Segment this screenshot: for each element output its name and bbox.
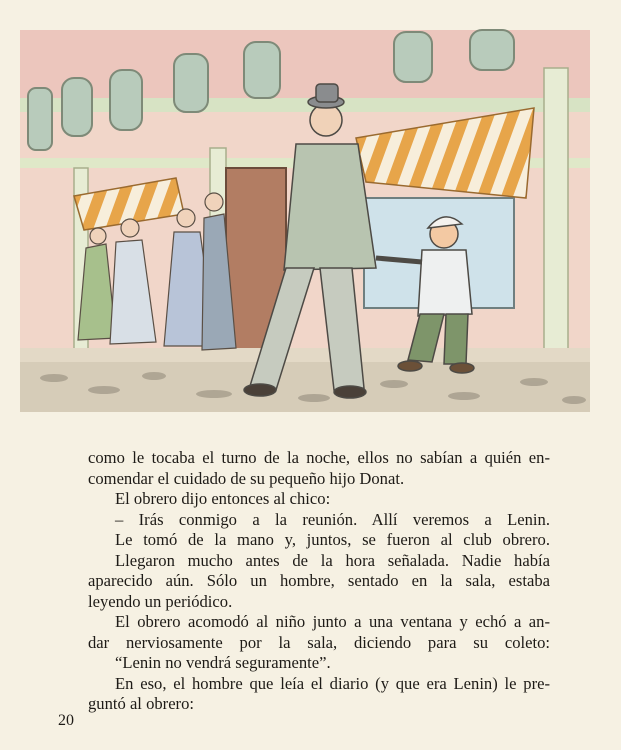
text-line: Llegaron mucho antes de la hora señalada. Nadie había: [115, 550, 550, 570]
text-line: leyendo un periódico.: [88, 591, 233, 611]
text-line: dar nerviosamente por la sala, diciendo para su coleto:: [88, 632, 550, 652]
text-line: El obrero dijo entonces al chico:: [115, 489, 331, 508]
text-line: guntó al obrero:: [88, 694, 194, 713]
text-line: aparecido aún. Sólo un hombre, sentado en la sala, estaba: [88, 571, 550, 590]
text-line: El obrero acomodó al niño junto a una ventana y echó a an-: [115, 612, 550, 631]
text-line: En eso, el hombre que leía el diario (y que era Lenin) le pre-: [115, 673, 550, 693]
text-line: comendar el cuidado de su pequeño hijo Donat.: [88, 468, 405, 488]
street-scene-illustration: [14, 18, 606, 418]
text-line: como le tocaba el turno de la noche, ellos no sabían a quién en-: [88, 448, 550, 467]
page-number: 20: [58, 712, 74, 729]
text-line: “Lenin no vendrá seguramente”.: [115, 653, 331, 672]
text-line: Le tomó de la mano y, juntos, se fueron al club obrero.: [115, 530, 550, 549]
text-line: – Irás conmigo a la reunión. Allí veremos a Lenin.: [115, 509, 550, 529]
body-text: [88, 448, 550, 715]
